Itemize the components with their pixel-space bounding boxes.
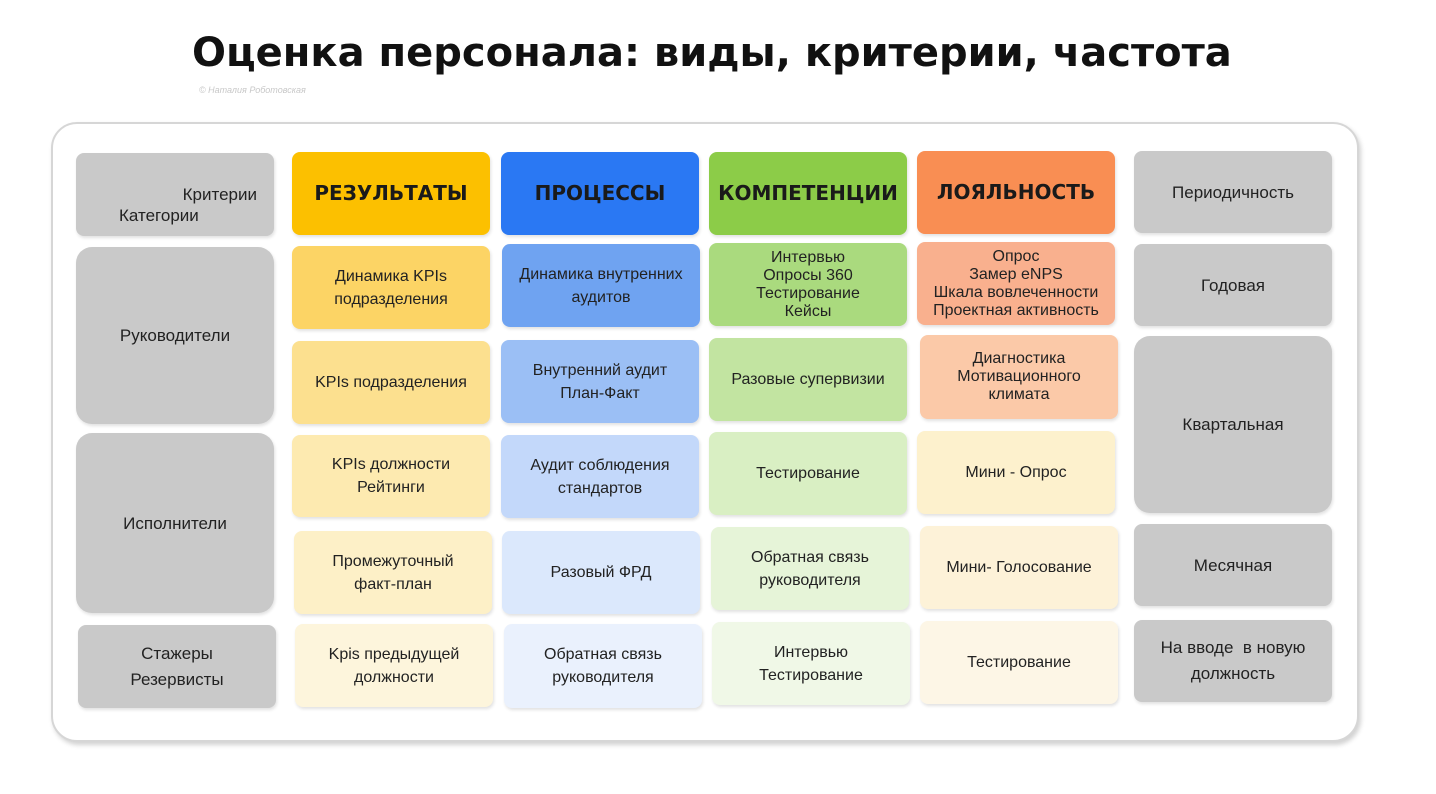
cell-results-5: Kpis предыдущей должности [295,624,493,707]
frequency-on-entry: На вводе в новую должность [1134,620,1332,702]
cell-processes-1: Динамика внутренних аудитов [502,244,700,327]
cell-loyalty-4: Мини- Голосование [920,526,1118,609]
column-header-competencies: КОМПЕТЕНЦИИ [709,152,907,235]
cell-processes-2: Внутренний аудит План-Факт [501,340,699,423]
column-header-frequency: Периодичность [1134,151,1332,233]
cell-loyalty-3: Мини - Опрос [917,431,1115,514]
cell-processes-3: Аудит соблюдения стандартов [501,435,699,518]
frequency-annual: Годовая [1134,244,1332,326]
row-label-managers: Руководители [76,247,274,424]
cell-competencies-1: Интервью Опросы 360 Тестирование Кейсы [709,243,907,326]
cell-results-4: Промежуточный факт-план [294,531,492,614]
cell-processes-5: Обратная связь руководителя [504,624,702,708]
cell-competencies-3: Тестирование [709,432,907,515]
frequency-monthly: Месячная [1134,524,1332,606]
cell-loyalty-2: Диагностика Мотивационного климата [920,335,1118,419]
cell-results-3: KPIs должности Рейтинги [292,435,490,517]
cell-processes-4: Разовый ФРД [502,531,700,614]
corner-categories-label: Категории [119,206,199,225]
column-header-loyalty: ЛОЯЛЬНОСТЬ [917,151,1115,234]
row-label-executors: Исполнители [76,433,274,613]
corner-criteria-label: Критерии [182,185,257,204]
cell-loyalty-1: Опрос Замер eNPS Шкала вовлеченности Проектная активность [917,242,1115,325]
cell-results-2: KPIs подразделения [292,341,490,424]
frequency-quarterly: Квартальная [1134,336,1332,513]
corner-header [76,153,274,236]
cell-loyalty-5: Тестирование [920,621,1118,704]
column-header-results: РЕЗУЛЬТАТЫ [292,152,490,235]
cell-competencies-4: Обратная связь руководителя [711,527,909,610]
page-title: Оценка персонала: виды, критерии, частота [192,30,1232,76]
copyright-note: © Наталия Роботовская [199,85,306,95]
cell-competencies-5: Интервью Тестирование [712,622,910,705]
column-header-processes: ПРОЦЕССЫ [501,152,699,235]
row-label-trainees: Стажеры Резервисты [78,625,276,708]
cell-competencies-2: Разовые супервизии [709,338,907,421]
cell-results-1: Динамика KPIs подразделения [292,246,490,329]
